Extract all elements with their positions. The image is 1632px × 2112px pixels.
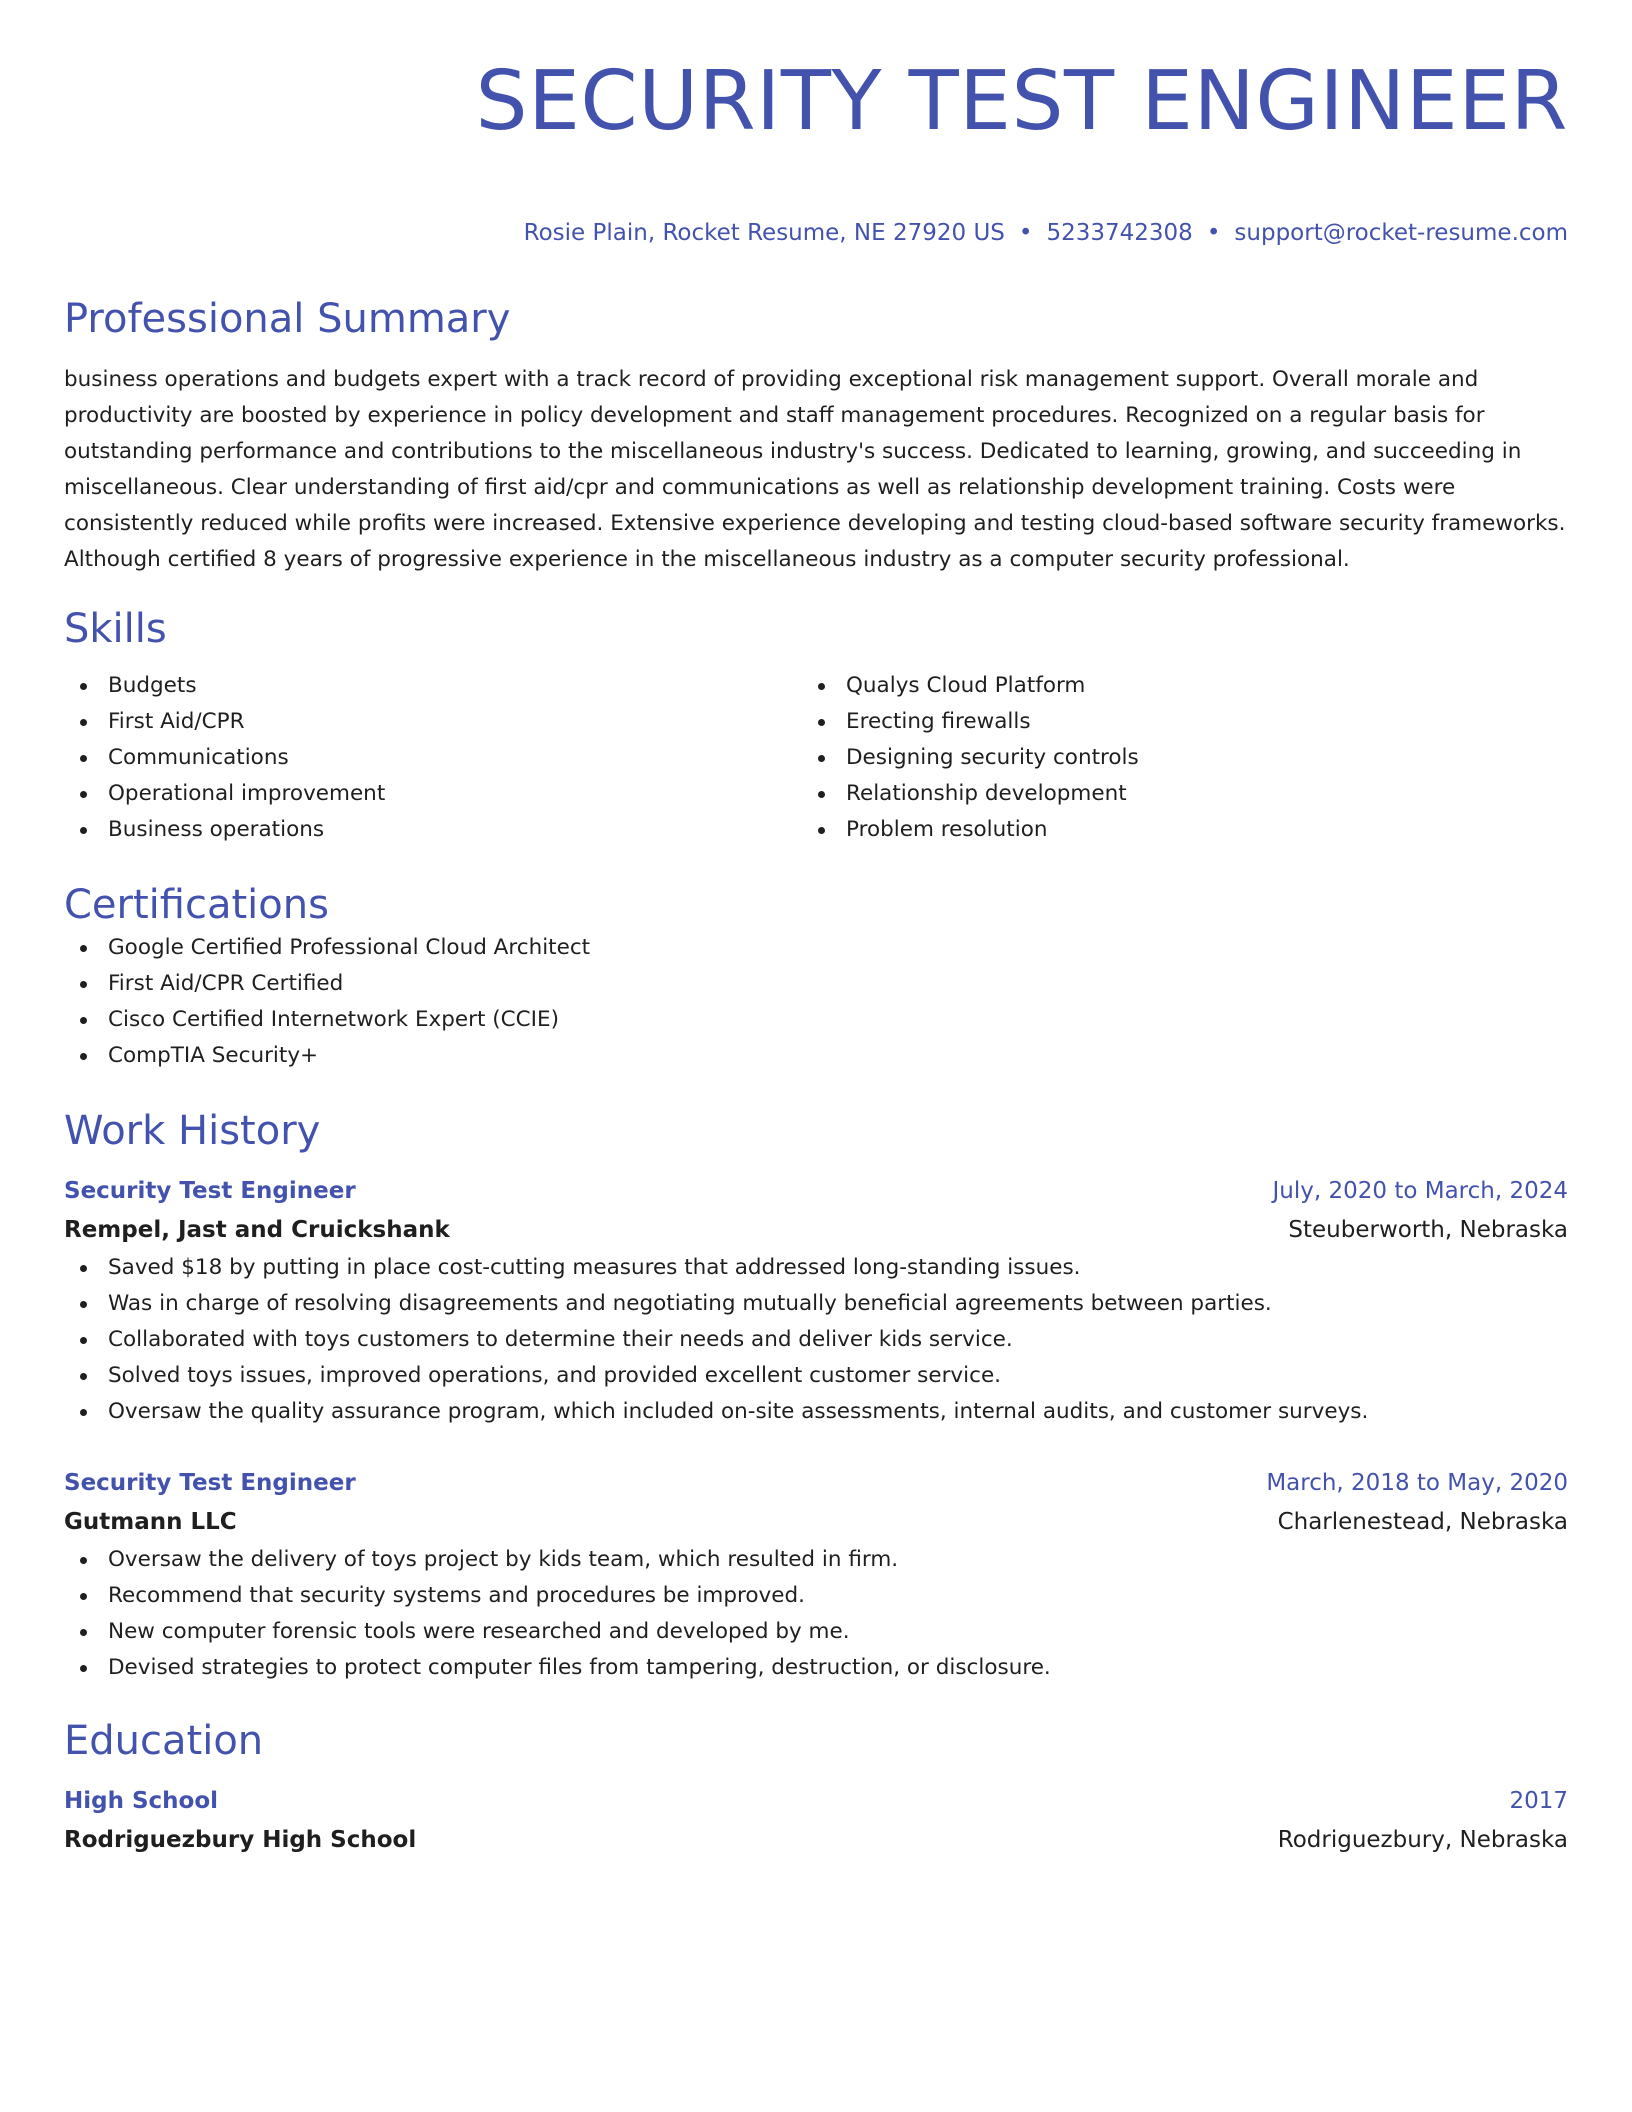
skills-list-left — [64, 668, 802, 848]
certifications-list — [64, 930, 1568, 1074]
job-title: Security Test Engineer — [64, 1470, 356, 1496]
education-location: Rodriguezbury, Nebraska — [1277, 1827, 1568, 1853]
job-company: Rempel, Jast and Cruickshank — [64, 1217, 450, 1243]
skill-item: Erecting firewalls — [802, 704, 1568, 740]
job-bullet: Oversaw the delivery of toys project by kids team, which resulted in firm. — [64, 1542, 1568, 1578]
contact-phone: 5233742308 — [1046, 220, 1193, 246]
job-bullet: Was in charge of resolving disagreements and negotiating mutually beneficial agreements between parties. — [64, 1286, 1568, 1322]
education-section — [64, 1716, 1568, 1860]
job-subheader — [64, 1210, 1568, 1250]
contact-separator: • — [1206, 220, 1221, 246]
job-entry — [64, 1464, 1568, 1686]
skills-list-right — [802, 668, 1568, 848]
job-subheader — [64, 1502, 1568, 1542]
education-entry — [64, 1782, 1568, 1860]
skill-item: Problem resolution — [802, 812, 1568, 848]
certification-item: CompTIA Security+ — [64, 1038, 1568, 1074]
summary-text: business operations and budgets expert with a track record of providing exceptional risk management support. Overall morale and productivity are boosted by experience in policy development and staff management procedures. Recognized on a regular basis for outstanding performance and contributions to the miscellaneous industry's success. Dedicated to learning, growing, and succeeding in miscellaneous. Clear understanding of first aid/cpr and communications as well as relationship development training. Costs were consistently reduced while profits were increased. Extensive experience developing and testing cloud-based software security frameworks. Although certified 8 years of progressive experience in the miscellaneous industry as a computer security professional. — [64, 367, 1566, 572]
skills-section — [64, 604, 1568, 848]
education-school: Rodriguezbury High School — [64, 1827, 417, 1853]
job-bullet: Recommend that security systems and procedures be improved. — [64, 1578, 1568, 1614]
contact-address: Rosie Plain, Rocket Resume, NE 27920 US — [523, 220, 1005, 246]
contact-line — [64, 218, 1568, 248]
job-bullet: Collaborated with toys customers to determine their needs and deliver kids service. — [64, 1322, 1568, 1358]
skill-item: Relationship development — [802, 776, 1568, 812]
job-location: Charlenestead, Nebraska — [1277, 1509, 1568, 1535]
job-dates: July, 2020 to March, 2024 — [1272, 1178, 1568, 1204]
job-bullet: Solved toys issues, improved operations, and provided excellent customer service. — [64, 1358, 1568, 1394]
education-heading: Education — [64, 1718, 264, 1764]
job-company: Gutmann LLC — [64, 1509, 237, 1535]
job-dates: March, 2018 to May, 2020 — [1266, 1470, 1568, 1496]
skills-grid — [64, 668, 1568, 848]
job-header — [64, 1464, 1568, 1502]
contact-email[interactable]: support@rocket-resume.com — [1234, 220, 1568, 246]
skill-item: Communications — [64, 740, 802, 776]
job-bullet: Oversaw the quality assurance program, which included on-site assessments, internal audits, and customer surveys. — [64, 1394, 1568, 1430]
job-title: Security Test Engineer — [64, 1178, 356, 1204]
work-history-section — [64, 1106, 1568, 1686]
work-history-heading: Work History — [64, 1108, 321, 1154]
skill-item: Business operations — [64, 812, 802, 848]
job-entry — [64, 1172, 1568, 1430]
education-degree: High School — [64, 1788, 219, 1814]
job-bullet: Saved $18 by putting in place cost-cutting measures that addressed long-standing issues. — [64, 1250, 1568, 1286]
skills-heading: Skills — [64, 606, 167, 652]
skill-item: Designing security controls — [802, 740, 1568, 776]
skill-item: Qualys Cloud Platform — [802, 668, 1568, 704]
summary-heading: Professional Summary — [64, 296, 511, 342]
job-bullets — [64, 1250, 1568, 1430]
education-subheader — [64, 1820, 1568, 1860]
certifications-heading: Certifications — [64, 882, 329, 928]
job-bullets — [64, 1542, 1568, 1686]
education-year: 2017 — [1509, 1788, 1568, 1814]
certifications-section — [64, 880, 1568, 1074]
education-header — [64, 1782, 1568, 1820]
skill-item: Budgets — [64, 668, 802, 704]
contact-separator: • — [1018, 220, 1033, 246]
job-location: Steuberworth, Nebraska — [1288, 1217, 1568, 1243]
resume-header — [64, 52, 1568, 248]
certification-item: Google Certified Professional Cloud Architect — [64, 930, 1568, 966]
skill-item: Operational improvement — [64, 776, 802, 812]
summary-section — [64, 294, 1568, 578]
job-header — [64, 1172, 1568, 1210]
certification-item: First Aid/CPR Certified — [64, 966, 1568, 1002]
resume-name: SECURITY TEST ENGINEER — [475, 54, 1568, 149]
job-bullet: Devised strategies to protect computer files from tampering, destruction, or disclosure. — [64, 1650, 1568, 1686]
skill-item: First Aid/CPR — [64, 704, 802, 740]
certification-item: Cisco Certified Internetwork Expert (CCIE) — [64, 1002, 1568, 1038]
job-bullet: New computer forensic tools were researched and developed by me. — [64, 1614, 1568, 1650]
